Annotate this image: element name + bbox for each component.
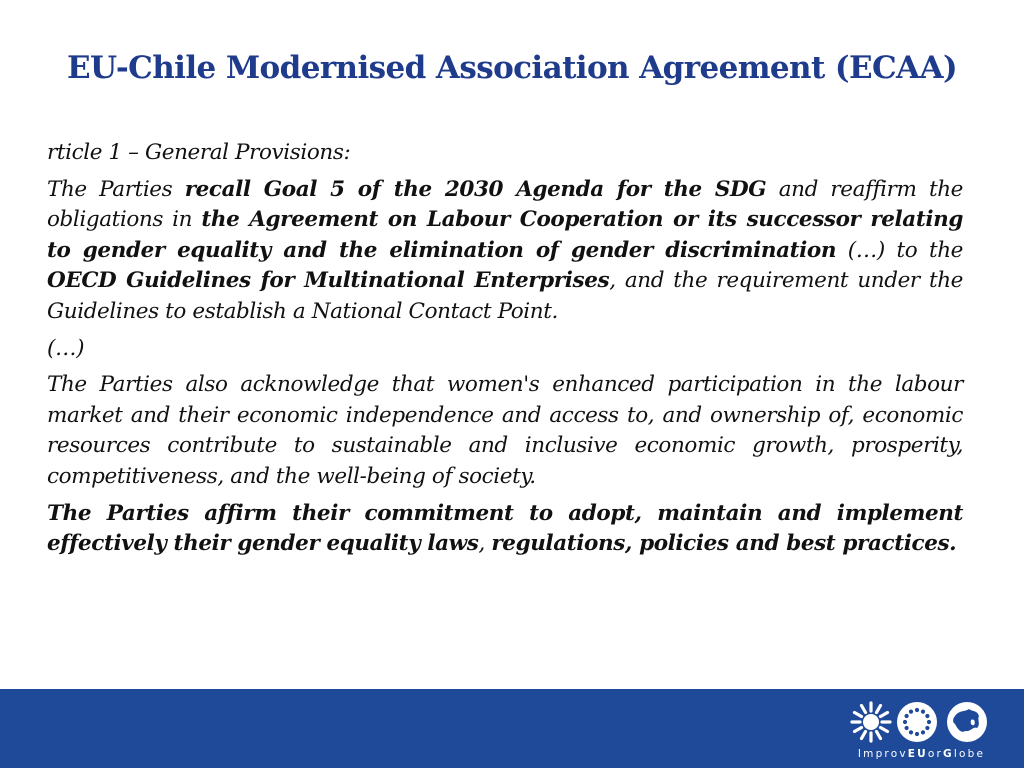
- p1-text-e: (…) to the: [836, 237, 963, 263]
- slide-body: [47, 138, 963, 560]
- ellipsis: (…): [47, 335, 85, 361]
- p1-text-c: and reaffirm the obligations in: [47, 176, 963, 233]
- paragraph-3: [47, 499, 963, 560]
- p3-bold-c: regulations, policies and best practices.: [491, 531, 957, 557]
- p1-bold-goal5: recall Goal 5 of the 2030 Agenda for the SDG: [184, 176, 767, 202]
- slide-title: EU-Chile Modernised Association Agreement (ECAA): [66, 50, 958, 86]
- p3-comma: ,: [478, 531, 492, 557]
- p1-text-g: , and the requirement under the Guidelines to establish a National Contact Point.: [47, 268, 964, 324]
- p1-text-a: The Parties: [47, 176, 185, 202]
- p1-bold-oecd: OECD Guidelines for Multinational Enterprises: [47, 268, 610, 294]
- paragraph-1: [47, 175, 963, 328]
- p1-bold-labour-agreement: the Agreement on Labour Cooperation or its successor relating to gender equality and the elimination of gender discrimination: [47, 207, 964, 263]
- improveuorglobe-logo: [849, 700, 994, 764]
- paragraph-2: The Parties also acknowledge that women's enhanced participation in the labour market and their economic independence and access to, and ownership of, economic resources contribute to sustainable and inclusive economic growth, prosperity, competitiveness, and the well-being of society.: [47, 372, 963, 489]
- logo-graphic-icon: [849, 700, 994, 746]
- article-heading: rticle 1 – General Provisions:: [47, 140, 351, 165]
- p3-bold-a: The Parties affirm their commitment to adopt, maintain and implement effectively their gender equality laws: [47, 500, 963, 557]
- logo-text: ImprovEUorGlobe: [857, 748, 986, 760]
